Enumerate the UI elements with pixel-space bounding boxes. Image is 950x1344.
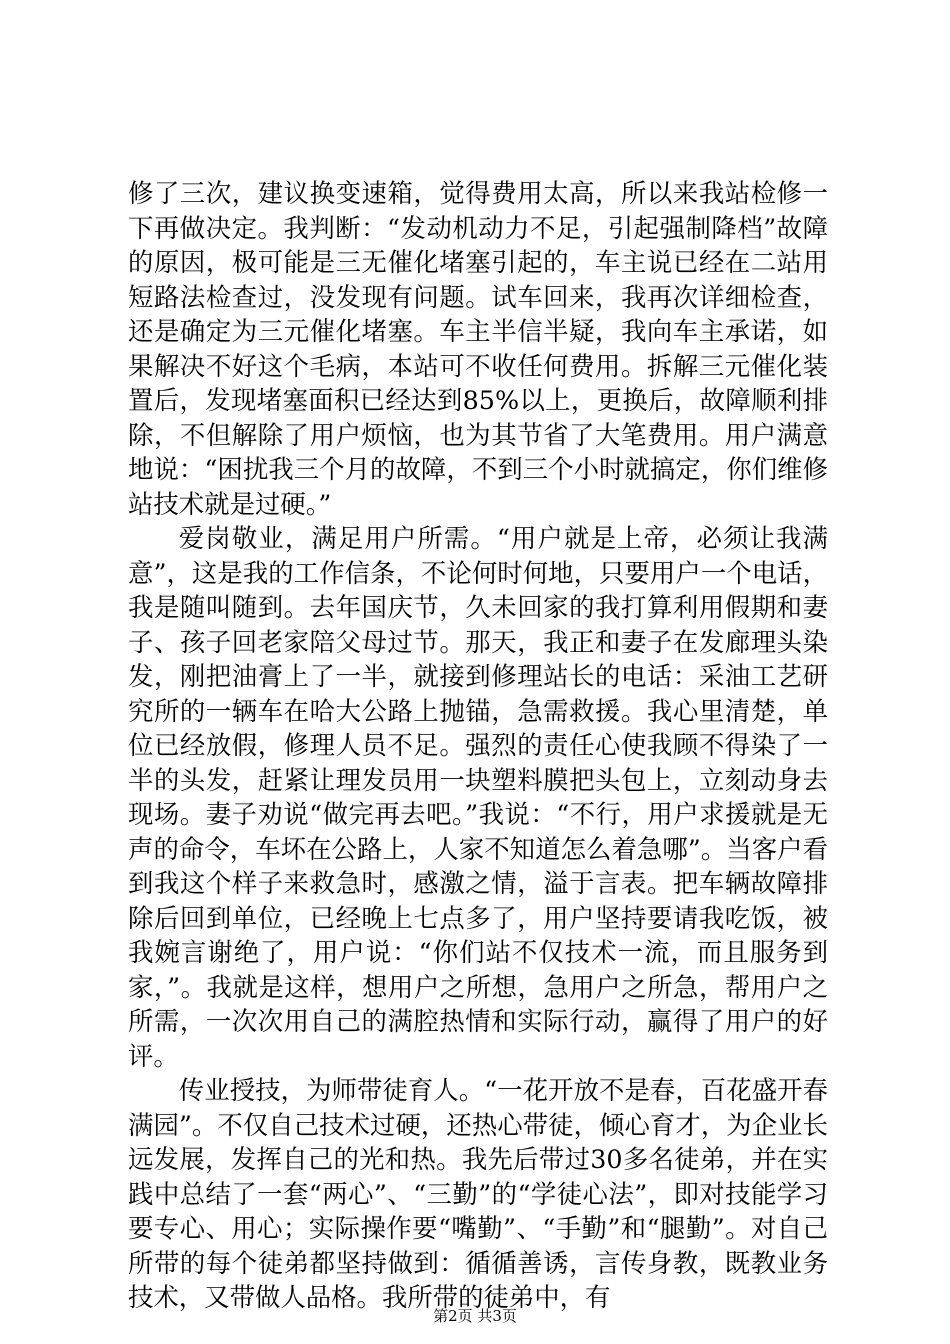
paragraph-dedication: 爱岗敬业，满足用户所需。“用户就是上帝，必须让我满意”，这是我的工作信条，不论何时何地，只要用户一个电话，我是随叫随到。去年国庆节，久未回家的我打算利用假期和妻子、孩子回老家陪父母过节。那天，我正和妻子在发廊理头染发，刚把油膏上了一半，就接到修理站长的电话：采油工艺研究所的一辆车在哈大公路上抛锚，急需救援。我心里清楚，单位已经放假，修理人员不足。强烈的责任心使我顾不得染了一半的头发，赶紧让理发员用一块塑料膜把头包上，立刻动身去现场。妻子劝说“做完再去吧。”我说：“不行，用户求援就是无声的命令，车坏在公路上，人家不知道怎么着急哪”。当客户看到我这个样子来救急时，感激之情，溢于言表。把车辆故障排除后回到单位，已经晚上七点多了，用户坚持要请我吃饭，被我婉言谢绝了，用户说：“你们站不仅技术一流，而且服务到家，”。我就是这样，想用户之所想，急用户之所急，帮用户之所需，一次次用自己的满腔热情和实际行动，赢得了用户的好评。 bbox=[128, 523, 828, 1071]
paragraph-continued: 修了三次，建议换变速箱，觉得费用太高，所以来我站检修一下再做决定。我判断：“发动机动力不足，引起强制降档”故障的原因，极可能是三无催化堵塞引起的，车主说已经在二站用短路法检查过，没发现有问题。试车回来，我再次详细检查，还是确定为三元催化堵塞。车主半信半疑，我向车主承诺，如果解决不好这个毛病，本站可不收任何费用。拆解三元催化装置后，发现堵塞面积已经达到85%以上，更换后，故障顺利排除，不但解除了用户烦恼，也为其节省了大笔费用。用户满意地说：“困扰我三个月的故障，不到三个小时就搞定，你们维修站技术就是过硬。” bbox=[128, 178, 828, 519]
paragraph-mentoring: 传业授技，为师带徒育人。“一花开放不是春，百花盛开春满园”。不仅自己技术过硬，还热心带徒，倾心育才，为企业长远发展，发挥自己的光和热。我先后带过30多名徒弟，并在实践中总结了一套“两心”、“三勤”的“学徒心法”，即对技能学习要专心、用心；实际操作要“嘴勤”、“手勤”和“腿勤”。对自己所带的每个徒弟都坚持做到：循循善诱，言传身教，既教业务技术，又带做人品格。我所带的徒弟中，有 bbox=[128, 1075, 828, 1312]
document-body bbox=[128, 176, 828, 1315]
page-footer: 第2页 共3页 bbox=[433, 1307, 517, 1325]
